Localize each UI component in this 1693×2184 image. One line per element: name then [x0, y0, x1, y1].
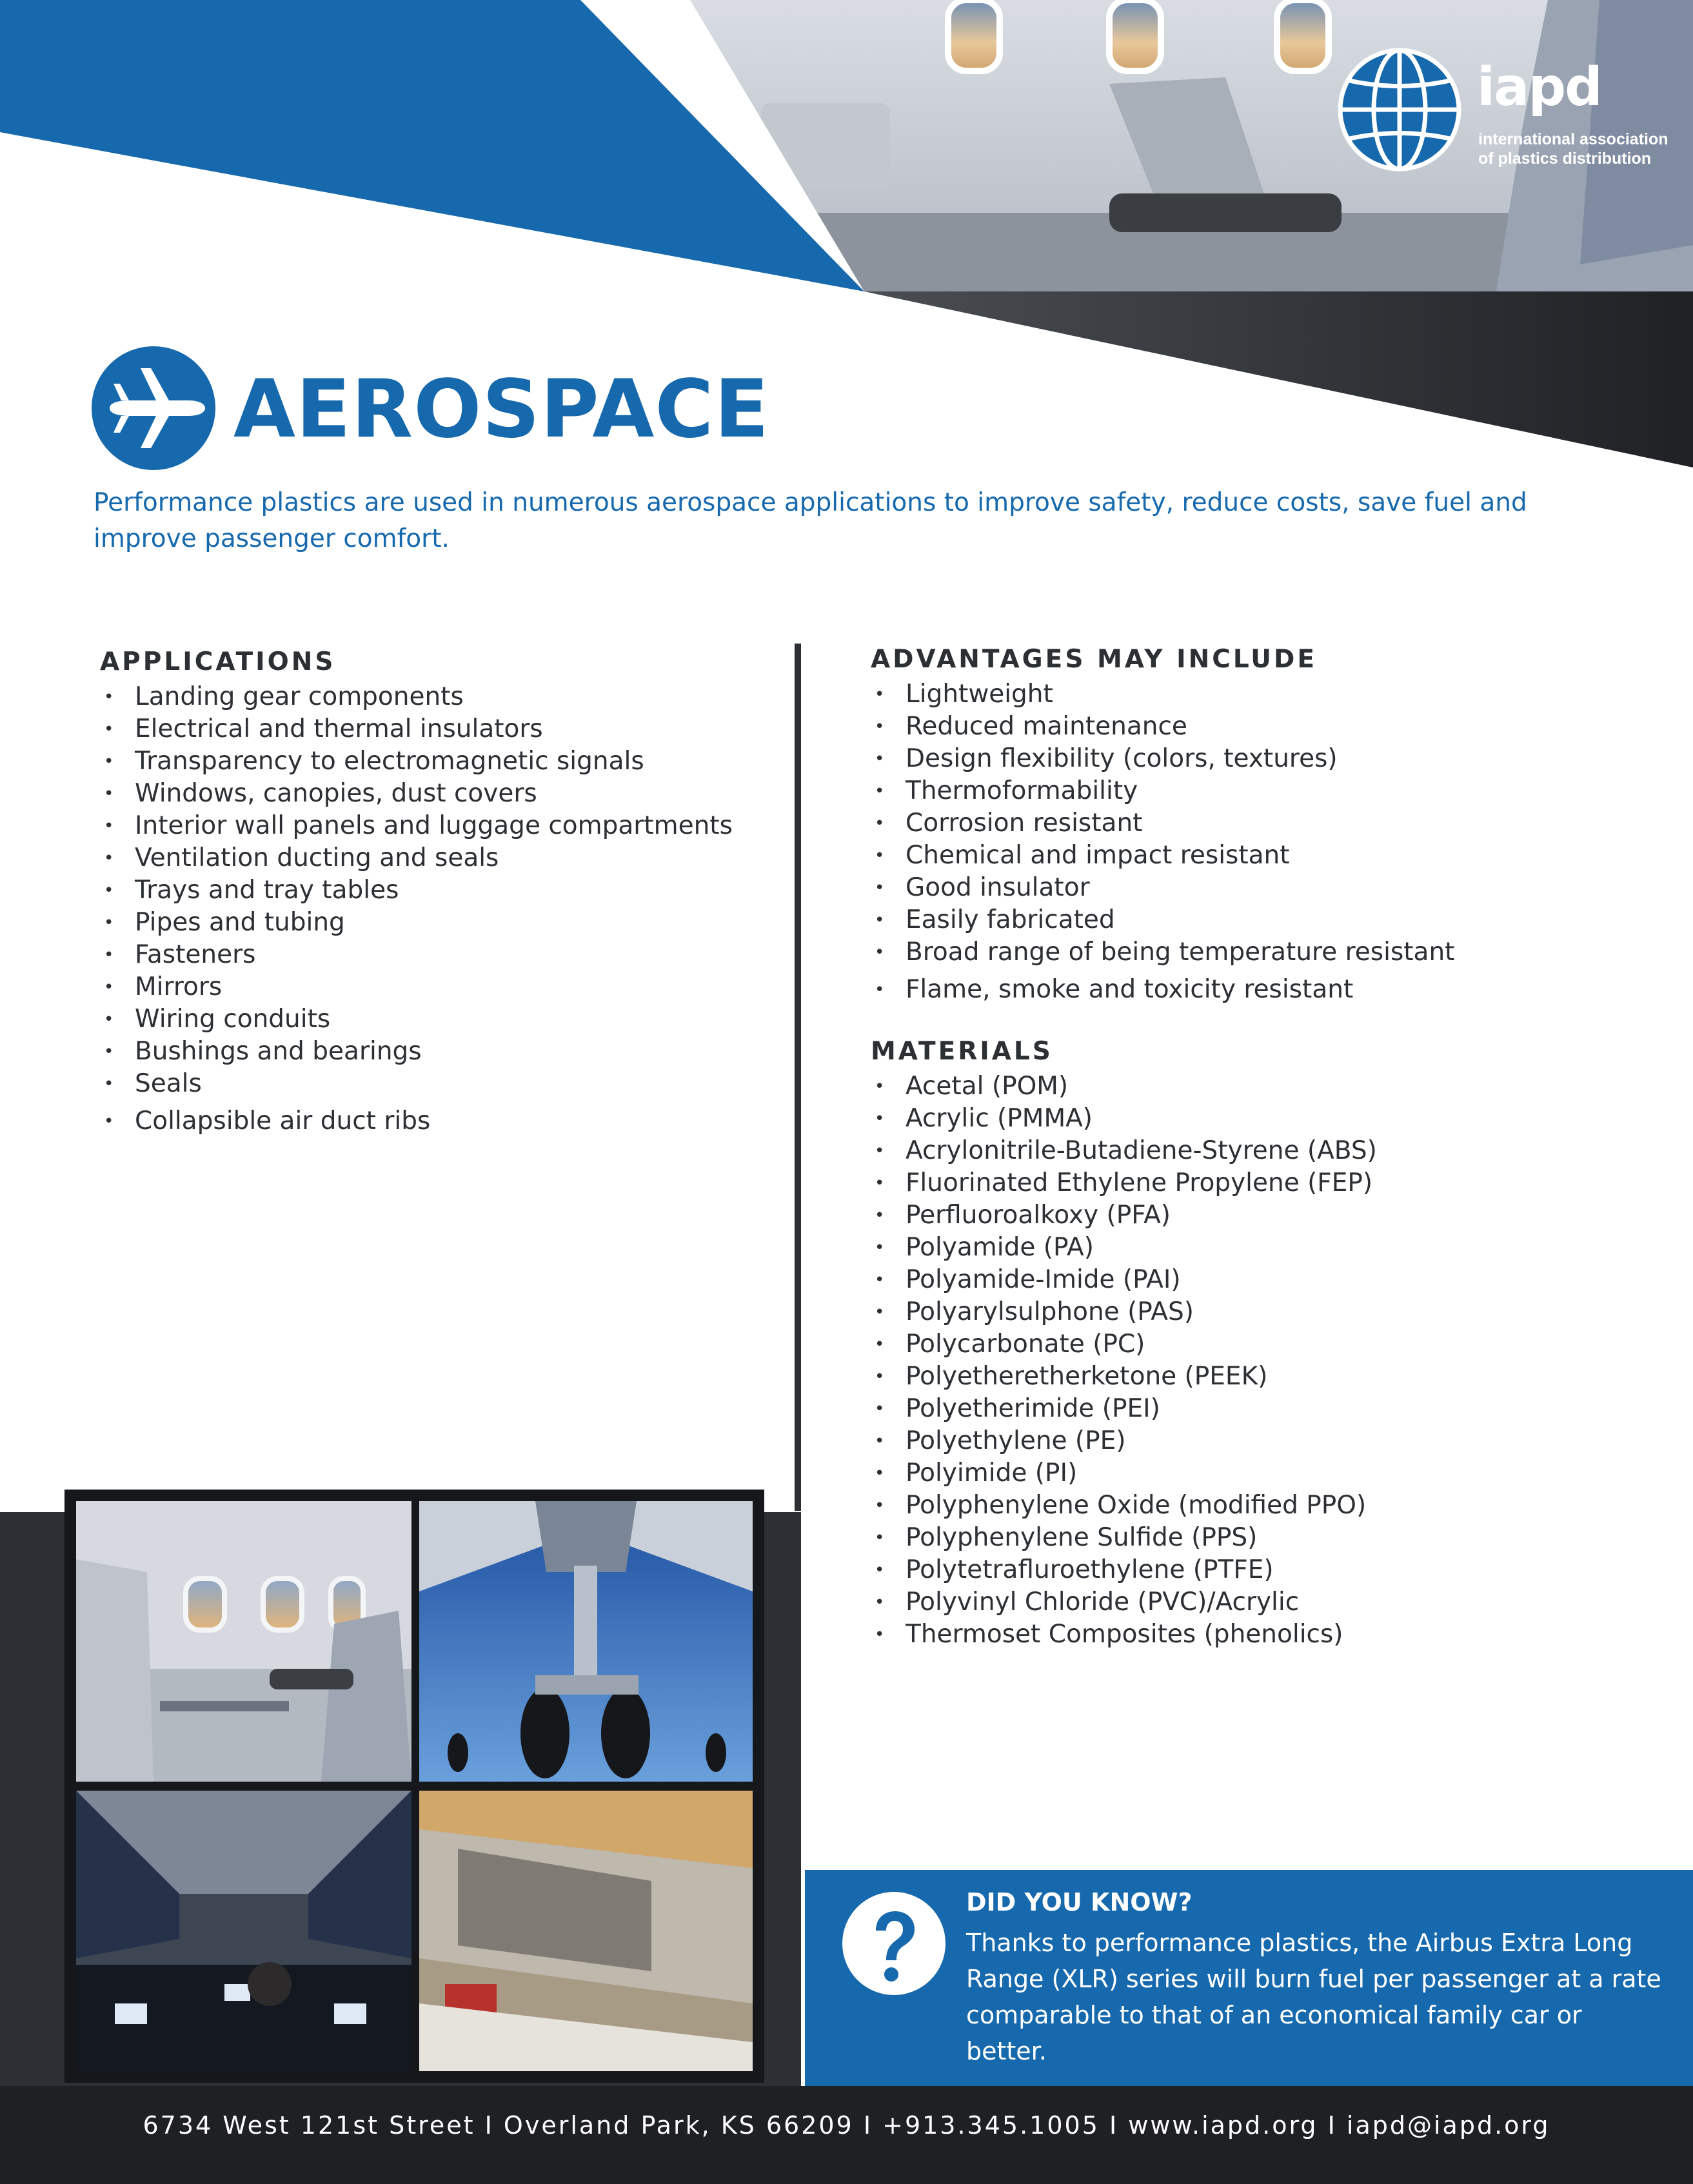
applications-list — [100, 681, 751, 1137]
list-item: • Easily fabricated — [871, 904, 1612, 936]
right-column — [871, 644, 1612, 1651]
photo-landing-gear — [419, 1501, 753, 1782]
list-item: • Interior wall panels and luggage compartments — [100, 810, 751, 842]
page-title: AEROSPACE — [233, 363, 770, 456]
list-item: • Polyethylene (PE) — [871, 1425, 1612, 1457]
list-item: • Thermoset Composites (phenolics) — [871, 1618, 1612, 1651]
logo-tagline-line2: of plastics distribution — [1478, 150, 1652, 168]
list-item: • Pipes and tubing — [100, 907, 751, 939]
question-mark-icon — [840, 1889, 948, 1998]
photo-cabin-seat — [76, 1501, 411, 1782]
list-item: • Polyamide-Imide (PAI) — [871, 1264, 1612, 1296]
logo-wordmark: iapd — [1477, 57, 1601, 118]
list-item: • Chemical and impact resistant — [871, 840, 1612, 872]
list-item: • Polyarylsulphone (PAS) — [871, 1296, 1612, 1328]
list-item: • Trays and tray tables — [100, 874, 751, 907]
list-item: • Polyphenylene Sulfide (PPS) — [871, 1522, 1612, 1554]
photo-cabin-aisle — [76, 1791, 411, 2071]
list-item: • Acrylic (PMMA) — [871, 1103, 1612, 1135]
list-item: • Seals — [100, 1068, 751, 1100]
list-item: • Polyphenylene Oxide (modified PPO) — [871, 1490, 1612, 1522]
list-item: • Broad range of being temperature resistant — [871, 936, 1612, 969]
list-item: • Polyimide (PI) — [871, 1457, 1612, 1490]
iapd-logo[interactable] — [1335, 45, 1683, 174]
list-item: • Bushings and bearings — [100, 1036, 751, 1068]
list-item: • Corrosion resistant — [871, 807, 1612, 840]
list-item: • Windows, canopies, dust covers — [100, 778, 751, 810]
list-item: • Ventilation ducting and seals — [100, 842, 751, 874]
did-you-know-text: Thanks to performance plastics, the Airbus Extra Long Range (XLR) series will burn fuel per passenger at a rate comparable to that of an economical family car or better. — [966, 1929, 1661, 2065]
list-item: • Fluorinated Ethylene Propylene (FEP) — [871, 1167, 1612, 1199]
list-item: • Polyamide (PA) — [871, 1232, 1612, 1264]
list-item: • Design flexibility (colors, textures) — [871, 743, 1612, 775]
list-item: • Fasteners — [100, 939, 751, 971]
materials-heading: MATERIALS — [871, 1037, 1053, 1066]
photo-collage — [64, 1490, 764, 2083]
list-item: • Reduced maintenance — [871, 711, 1612, 743]
did-you-know-title: DID YOU KNOW? — [966, 1888, 1193, 1916]
list-item: • Polyetherimide (PEI) — [871, 1393, 1612, 1425]
advantages-heading: ADVANTAGES MAY INCLUDE — [871, 645, 1317, 674]
list-item: • Polyvinyl Chloride (PVC)/Acrylic — [871, 1586, 1612, 1618]
list-item: • Perfluoroalkoxy (PFA) — [871, 1199, 1612, 1232]
list-item: • Thermoformability — [871, 775, 1612, 807]
applications-heading: APPLICATIONS — [100, 647, 336, 676]
column-divider — [795, 644, 801, 1511]
airplane-icon — [92, 346, 215, 470]
list-item: • Polyetheretherketone (PEEK) — [871, 1361, 1612, 1393]
list-item: • Landing gear components — [100, 681, 751, 713]
logo-tagline-line1: international association — [1478, 130, 1668, 148]
list-item: • Electrical and thermal insulators — [100, 713, 751, 745]
intro-paragraph: Performance plastics are used in numerous aerospace applications to improve safety, reduce costs, save fuel and improve passenger comfort. — [94, 488, 1527, 553]
list-item: • Good insulator — [871, 872, 1612, 904]
list-item: • Polycarbonate (PC) — [871, 1328, 1612, 1361]
list-item: • Lightweight — [871, 678, 1612, 711]
advantages-list — [871, 678, 1612, 1006]
list-item: • Mirrors — [100, 971, 751, 1003]
list-item: • Flame, smoke and toxicity resistant — [871, 974, 1612, 1006]
list-item: • Wiring conduits — [100, 1003, 751, 1036]
list-item: • Acetal (POM) — [871, 1070, 1612, 1103]
list-item: • Collapsible air duct ribs — [100, 1105, 751, 1137]
list-item: • Polytetrafluroethylene (PTFE) — [871, 1554, 1612, 1586]
globe-icon — [1335, 45, 1464, 174]
applications-section — [100, 646, 751, 1137]
list-item: • Transparency to electromagnetic signals — [100, 745, 751, 778]
list-item: • Acrylonitrile-Butadiene-Styrene (ABS) — [871, 1135, 1612, 1167]
footer-contact: 6734 West 121st Street I Overland Park, KS 66209 I +913.345.1005 I www.iapd.org I iapd@iapd.org — [143, 2111, 1550, 2140]
photo-overhead-bins — [419, 1791, 753, 2071]
materials-list — [871, 1070, 1612, 1651]
